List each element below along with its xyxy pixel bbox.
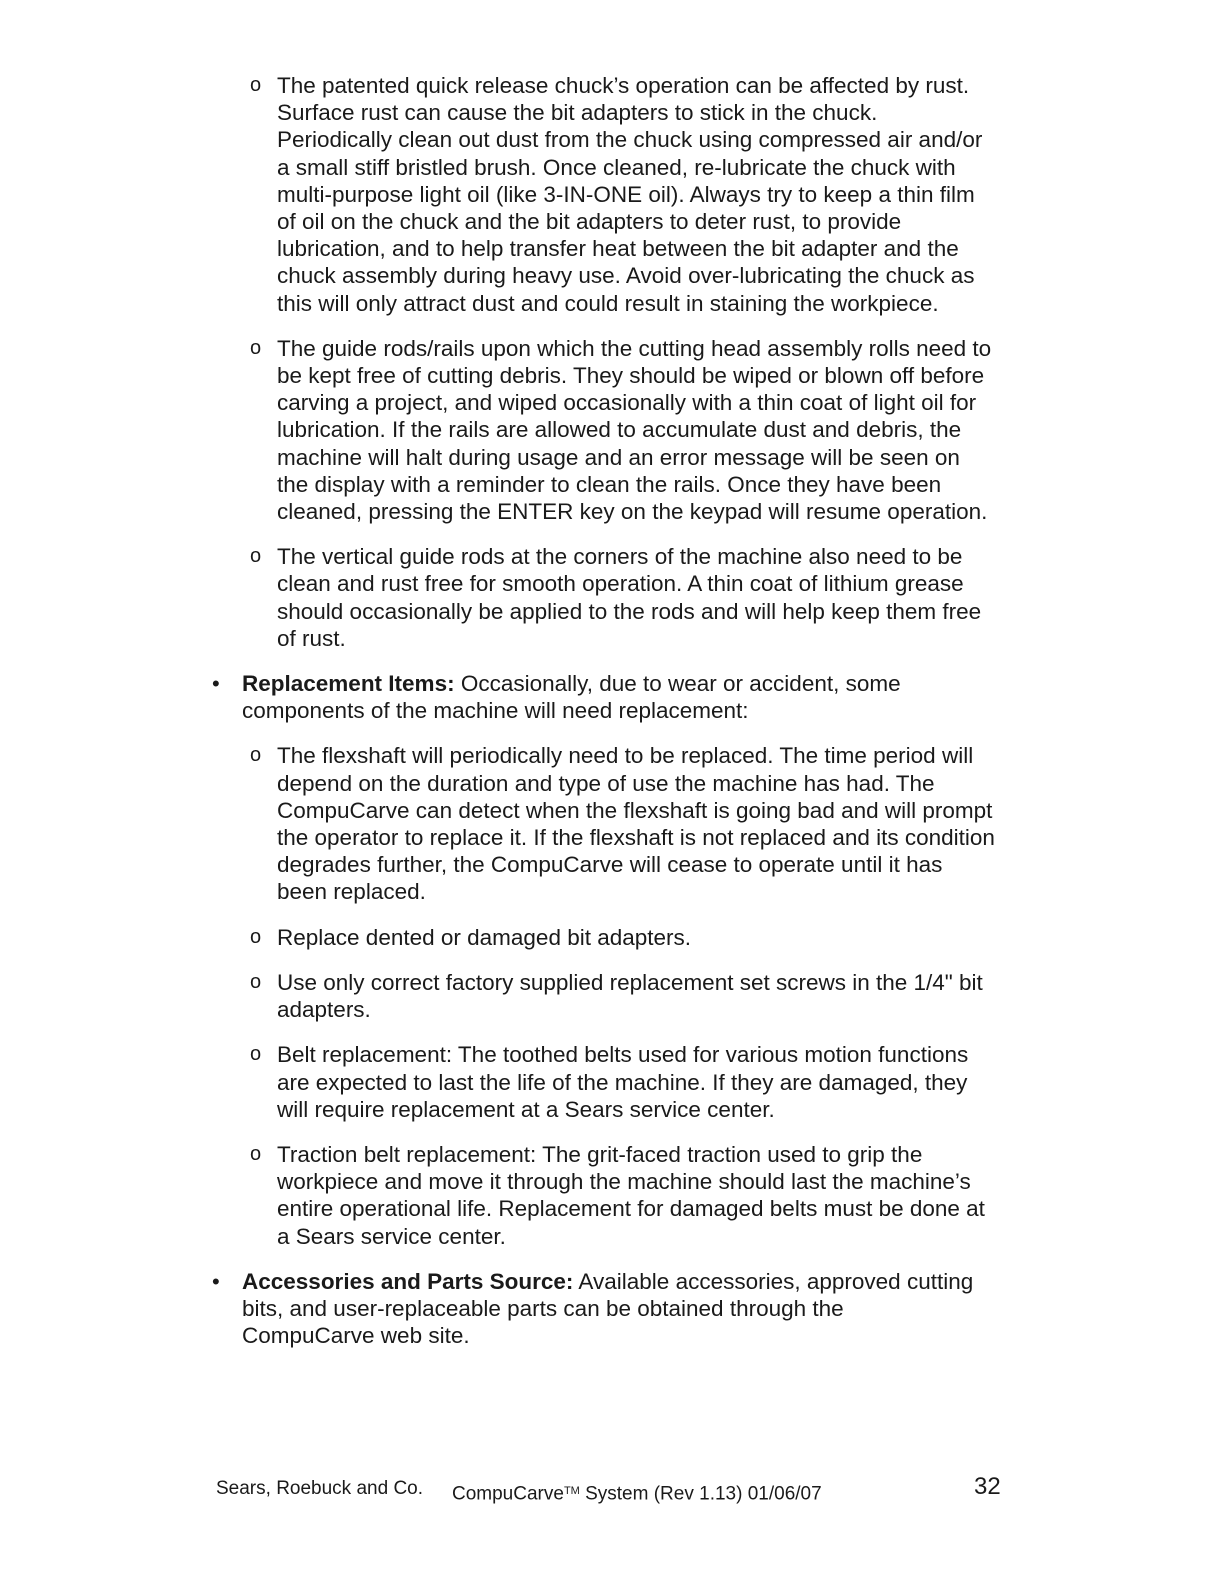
item-text: Replace dented or damaged bit adapters. xyxy=(277,924,692,950)
bullet-icon: • xyxy=(212,1268,220,1294)
hollow-bullet-icon: o xyxy=(250,1043,262,1066)
list-item xyxy=(0,1141,997,1250)
accessories-section xyxy=(0,1268,982,1350)
list-item xyxy=(0,72,997,317)
footer-company: Sears, Roebuck and Co. xyxy=(216,1478,424,1499)
list-item xyxy=(0,543,997,652)
hollow-bullet-icon: o xyxy=(250,744,262,767)
maintenance-sublist xyxy=(0,72,1224,652)
item-text: The flexshaft will periodically need to be replaced. The time period will depend on the duration and type of use the machine has had. The CompuCarve can detect when the flexshaft is going bad and will prompt the operator to replace it. If the flexshaft is not replaced and its condition degrades further, the CompuCarve will cease to operate until it has been replaced. xyxy=(277,743,995,905)
replacement-sublist xyxy=(0,742,1224,1249)
footer-product xyxy=(452,1476,822,1507)
product-name: CompuCarve xyxy=(452,1483,564,1505)
item-text: The patented quick release chuck’s operation can be affected by rust. Surface rust can cause the bit adapters to stick in the chuck. Periodically clean out dust from the chuck using compressed air and/or a small stiff bristled brush. Once cleaned, re-lubricate the chuck with multi-purpose light oil (like 3-IN-ONE oil). Always try to keep a thin film of oil on the chuck and the bit adapters to deter rust, to provide lubrication, and to help transfer heat between the bit adapter and the chuck assembly during heavy use. Avoid over-lubricating the chuck as this will only attract dust and could result in staining the workpiece. xyxy=(277,73,983,316)
list-item xyxy=(0,1041,997,1123)
list-item xyxy=(0,924,997,951)
item-text: Use only correct factory supplied replacement set screws in the 1/4" bit adapters. xyxy=(277,969,983,1023)
page-number: 32 xyxy=(974,1473,1001,1500)
page-content xyxy=(0,72,1224,1367)
item-text: The vertical guide rods at the corners of the machine also need to be clean and rust free for smooth operation. A thin coat of lithium grease should occasionally be applied to the rods and will help keep them free of rust. xyxy=(277,544,982,651)
hollow-bullet-icon: o xyxy=(250,970,262,993)
item-text: Traction belt replacement: The grit-faced traction used to grip the workpiece and move it through the machine should last the machine’s entire operational life. Replacement for damaged belts must be done at a Sears service center. xyxy=(277,1141,985,1249)
hollow-bullet-icon: o xyxy=(250,545,262,568)
item-text: Belt replacement: The toothed belts used for various motion functions are expected to last the life of the machine. If they are damaged, they will require replacement at a Sears service center. xyxy=(277,1042,969,1122)
list-item xyxy=(0,335,997,525)
section-heading: Accessories and Parts Source: xyxy=(242,1268,574,1294)
replacement-items-section xyxy=(0,670,982,724)
hollow-bullet-icon: o xyxy=(250,1142,262,1165)
list-item xyxy=(0,969,997,1023)
section-heading: Replacement Items: xyxy=(242,671,455,697)
list-item xyxy=(0,742,997,905)
section-text: Available accessories, approved cutting bits, and user-replaceable parts can be obtained through the CompuCarve web site. xyxy=(242,1268,974,1349)
hollow-bullet-icon: o xyxy=(250,925,262,948)
hollow-bullet-icon: o xyxy=(250,336,262,359)
section-intro: Occasionally, due to wear or accident, some components of the machine will need replacement: xyxy=(242,671,901,724)
trademark-mark: TM xyxy=(563,1485,580,1497)
hollow-bullet-icon: o xyxy=(250,74,262,96)
bullet-icon: • xyxy=(212,671,220,697)
item-text: The guide rods/rails upon which the cutting head assembly rolls need to be kept free of cutting debris. They should be wiped or blown off before carving a project, and wiped occasionally with a thin coat of light oil for lubrication. If the rails are allowed to accumulate dust and debris, the machine will halt during usage and an error message will be seen on the display with a reminder to clean the rails. Once they have been cleaned, pressing the ENTER key on the keypad will resume operation. xyxy=(277,335,992,525)
system-revision: System (Rev 1.13) 01/06/07 xyxy=(579,1483,822,1505)
